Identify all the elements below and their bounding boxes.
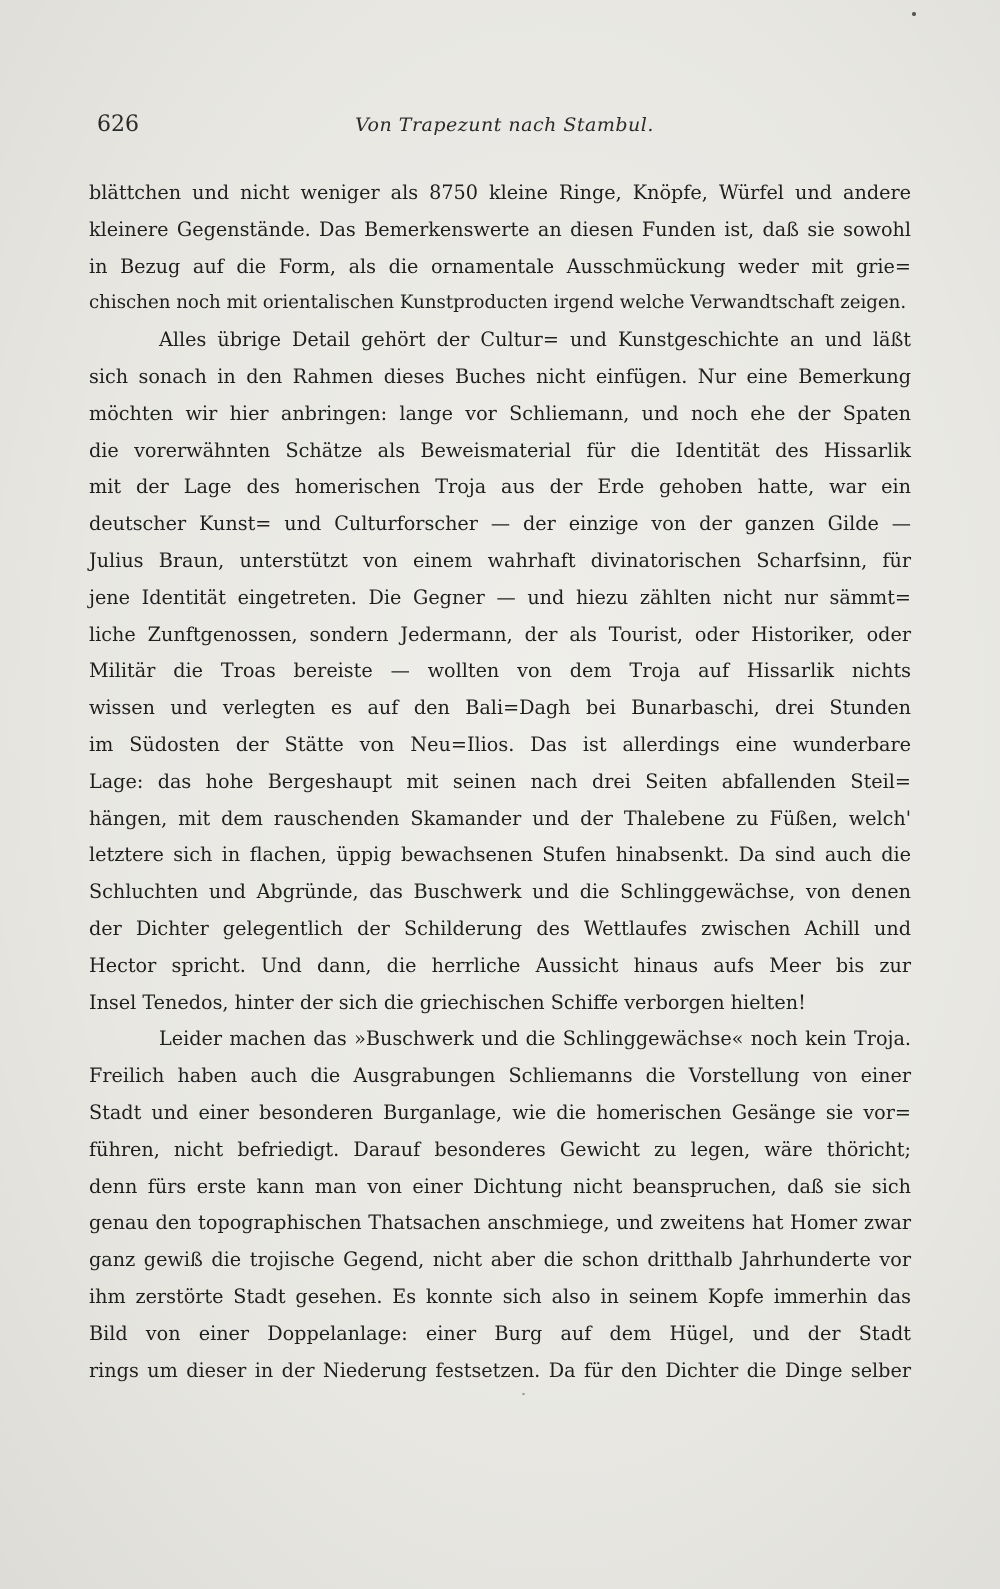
text-line: führen, nicht befriedigt. Darauf besonderes Gewicht zu legen, wäre thöricht; [89, 1137, 911, 1161]
running-title: Von Trapezunt nach Stambul. [355, 114, 654, 136]
text-line: die vorerwähnten Schätze als Beweismaterial für die Identität des Hissarlik [89, 438, 911, 462]
text-line-paragraph-start: Leider machen das »Buschwerk und die Schlinggewächse« noch kein Troja. [159, 1027, 911, 1051]
paper-speck [522, 1393, 525, 1395]
text-line: im Südosten der Stätte von Neu=Ilios. Das ist allerdings eine wunderbare [89, 732, 911, 756]
text-line: ihm zerstörte Stadt gesehen. Es konnte sich also in seinem Kopfe immerhin das [89, 1284, 911, 1308]
text-line: in Bezug auf die Form, als die ornamentale Ausschmückung weder mit grie= [89, 254, 911, 278]
page-number: 626 [97, 112, 139, 137]
text-line: Schluchten und Abgründe, das Buschwerk und die Schlinggewächse, von denen [89, 880, 911, 904]
page-header [97, 112, 912, 146]
text-line: denn fürs erste kann man von einer Dichtung nicht beanspruchen, daß sie sich [89, 1174, 911, 1198]
text-line: blättchen und nicht weniger als 8750 kleine Ringe, Knöpfe, Würfel und andere [89, 181, 911, 204]
text-line: ganz gewiß die trojische Gegend, nicht aber die schon dritthalb Jahrhunderte vor [89, 1248, 911, 1272]
text-line: genau den topographischen Thatsachen anschmiege, und zweitens hat Homer zwar [89, 1211, 911, 1235]
text-line: rings um dieser in der Niederung festsetzen. Da für den Dichter die Dinge selber [89, 1358, 911, 1382]
text-line: Insel Tenedos, hinter der sich die griechischen Schiffe verborgen hielten! [89, 990, 806, 1014]
text-line: mit der Lage des homerischen Troja aus der Erde gehoben hatte, war ein [89, 475, 911, 499]
text-line: der Dichter gelegentlich der Schilderung des Wettlaufes zwischen Achill und [89, 916, 911, 940]
text-line: Lage: das hohe Bergeshaupt mit seinen nach drei Seiten abfallenden Steil= [89, 769, 911, 793]
body-text [89, 175, 911, 1389]
text-line: kleinere Gegenstände. Das Bemerkenswerte an diesen Funden ist, daß sie sowohl [89, 217, 911, 241]
text-line: letztere sich in flachen, üppig bewachsenen Stufen hinabsenkt. Da sind auch die [89, 843, 911, 867]
text-line: hängen, mit dem rauschenden Skamander und der Thalebene zu Füßen, welch' [89, 806, 911, 830]
text-line: Stadt und einer besonderen Burganlage, wie die homerischen Gesänge sie vor= [89, 1100, 911, 1124]
text-line: jene Identität eingetreten. Die Gegner — und hiezu zählten nicht nur sämmt= [89, 585, 911, 609]
paper-speck [912, 12, 916, 16]
text-line: Freilich haben auch die Ausgrabungen Schliemanns die Vorstellung von einer [89, 1064, 911, 1088]
text-line-paragraph-start: Alles übrige Detail gehört der Cultur= und Kunstgeschichte an und läßt [159, 328, 911, 352]
text-line: deutscher Kunst= und Culturforscher — der einzige von der ganzen Gilde — [89, 512, 911, 536]
text-line: sich sonach in den Rahmen dieses Buches nicht einfügen. Nur eine Bemerkung [89, 364, 911, 388]
text-line: Bild von einer Doppelanlage: einer Burg auf dem Hügel, und der Stadt [89, 1321, 911, 1345]
text-line: Hector spricht. Und dann, die herrliche Aussicht hinaus aufs Meer bis zur [89, 953, 911, 977]
text-line: chischen noch mit orientalischen Kunstproducten irgend welche Verwandtschaft zeigen. [89, 292, 907, 314]
text-line: möchten wir hier anbringen: lange vor Schliemann, und noch ehe der Spaten [89, 401, 911, 425]
text-line: wissen und verlegten es auf den Bali=Dagh bei Bunarbaschi, drei Stunden [89, 696, 911, 720]
text-line: liche Zunftgenossen, sondern Jedermann, der als Tourist, oder Historiker, oder [89, 622, 911, 646]
text-line: Militär die Troas bereiste — wollten von dem Troja auf Hissarlik nichts [89, 659, 911, 683]
text-line: Julius Braun, unterstützt von einem wahrhaft divinatorischen Scharfsinn, für [89, 548, 911, 572]
